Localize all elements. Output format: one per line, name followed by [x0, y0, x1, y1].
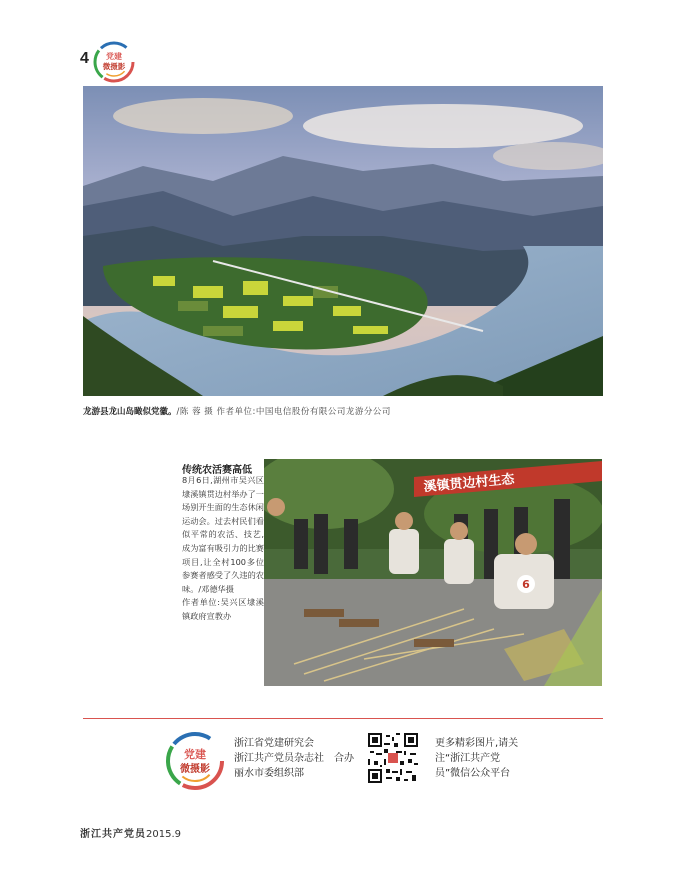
qr-code-icon	[368, 733, 418, 783]
article-body: 8月6日,湖州市吴兴区埭溪镇贯边村举办了一场别开生面的生态休闲运动会。过去村民们看似平常的农活、技艺,成为富有吸引力的比赛项目,让全村100多位参赛者感受了久违的农味。/邓德华摄	[182, 475, 264, 594]
section-divider	[83, 718, 603, 719]
svg-text:微摄影: 微摄影	[180, 764, 210, 775]
page-number: 4	[80, 50, 89, 67]
svg-text:党建: 党建	[184, 748, 206, 761]
banner-text: 溪镇贯边村生态	[423, 472, 516, 495]
svg-text:党建: 党建	[106, 52, 122, 61]
article-author-unit: 作者单位:吴兴区埭溪镇政府宣教办	[182, 597, 264, 621]
article-text	[182, 474, 264, 624]
article-title: 传统农活赛高低	[182, 465, 252, 476]
party-photo-logo	[92, 40, 136, 84]
svg-text:6: 6	[522, 578, 530, 591]
longshan-island-photo	[83, 86, 603, 396]
farm-contest-photo	[264, 459, 602, 686]
organizers	[234, 736, 354, 781]
co-host-label: 合办	[334, 753, 354, 764]
main-photo-caption	[83, 405, 391, 417]
issue-number: 2015.9	[146, 829, 181, 840]
party-photo-logo-large	[164, 730, 226, 792]
wechat-promo: 更多精彩图片,请关注“浙江共产党员”微信公众平台	[435, 738, 519, 779]
page-footer	[80, 825, 181, 840]
organizer-1: 浙江省党建研究会	[234, 738, 314, 749]
organizer-3: 丽水市委组织部	[234, 768, 304, 779]
magazine-name: 浙江共产党员	[80, 829, 146, 840]
organizer-2: 浙江共产党员杂志社	[234, 753, 324, 764]
svg-text:微摄影: 微摄影	[102, 62, 126, 71]
caption-title: 龙游县龙山岛瞰似党徽。	[83, 407, 177, 417]
caption-credit: /陈 蓉 摄 作者单位:中国电信股份有限公司龙游分公司	[176, 407, 391, 417]
